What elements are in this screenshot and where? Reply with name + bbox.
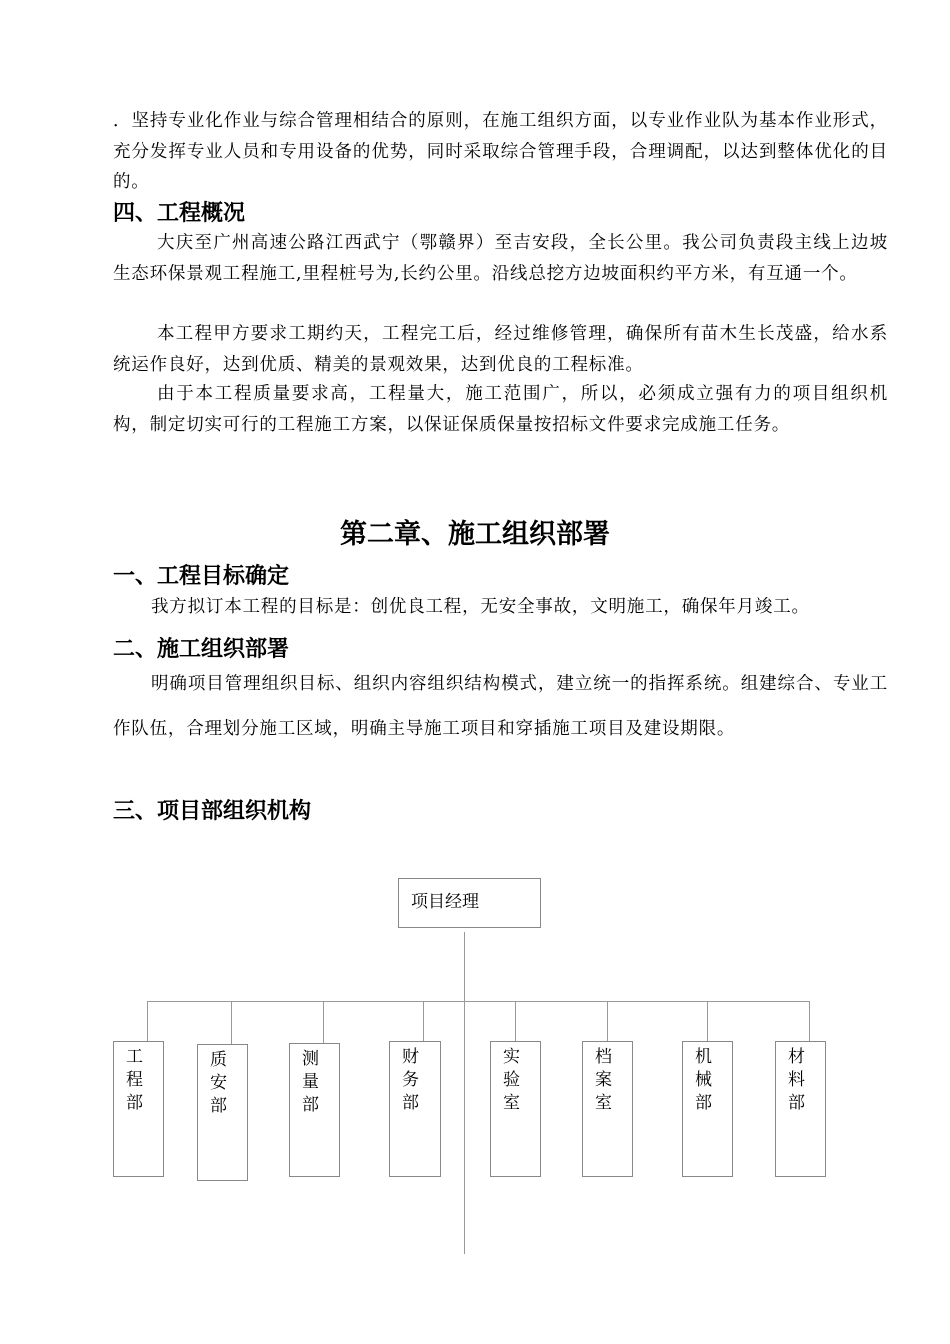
org-root-box xyxy=(398,878,541,928)
org-branch-line xyxy=(809,1001,810,1041)
org-root-label: 项目经理 xyxy=(411,892,479,912)
overview-paragraph-1: 大庆至广州高速公路江西武宁（鄂赣界）至吉安段，全长公里。我公司负责段主线上边坡生态环保景观工程施工,里程桩号为,长约公里。沿线总挖方边坡面积约平方米，有互通一个。 xyxy=(113,233,888,284)
org-department-box xyxy=(775,1041,826,1177)
org-branch-line xyxy=(147,1001,148,1041)
org-branch-line xyxy=(707,1001,708,1041)
chapter-title: 第二章、施工组织部署 xyxy=(340,519,610,550)
org-department-box xyxy=(113,1041,164,1177)
section-heading-organization: 三、项目部组织机构 xyxy=(113,799,312,824)
org-branch-line xyxy=(423,1001,424,1041)
department-label: 机械部 xyxy=(695,1047,712,1113)
section-heading-overview: 四、工程概况 xyxy=(113,201,246,226)
org-branch-line xyxy=(515,1001,516,1041)
goal-paragraph: 我方拟订本工程的目标是：创优良工程，无安全事故，文明施工，确保年月竣工。 xyxy=(151,597,810,617)
org-vertical-trunk xyxy=(464,932,465,1254)
section-heading-goal: 一、工程目标确定 xyxy=(113,564,290,589)
org-branch-line xyxy=(607,1001,608,1041)
org-horizontal-connector xyxy=(147,1001,809,1002)
org-department-box xyxy=(389,1041,441,1177)
overview-paragraph-2: 本工程甲方要求工期约天，工程完工后，经过维修管理，确保所有苗木生长茂盛，给水系统运作良好，达到优质、精美的景观效果，达到优良的工程标准。 xyxy=(113,324,888,375)
department-label: 质安部 xyxy=(210,1050,227,1116)
department-label: 材料部 xyxy=(788,1047,805,1113)
section-heading-deployment: 二、施工组织部署 xyxy=(113,637,290,662)
department-label: 档案室 xyxy=(595,1047,612,1113)
intro-paragraph: ．坚持专业化作业与综合管理相结合的原则，在施工组织方面，以专业作业队为基本作业形式，充分发挥专业人员和专用设备的优势，同时采取综合管理手段，合理调配，以达到整体优化的目的。 xyxy=(113,111,888,192)
org-branch-line xyxy=(231,1001,232,1044)
org-department-box xyxy=(582,1041,633,1177)
org-department-box xyxy=(197,1044,248,1181)
department-label: 实验室 xyxy=(503,1047,520,1113)
overview-paragraph-3: 由于本工程质量要求高，工程量大，施工范围广，所以，必须成立强有力的项目组织机构，制定切实可行的工程施工方案，以保证保质保量按招标文件要求完成施工任务。 xyxy=(113,384,888,435)
department-label: 财务部 xyxy=(402,1047,419,1113)
org-department-box xyxy=(490,1041,541,1177)
department-label: 工程部 xyxy=(126,1047,143,1113)
org-department-box xyxy=(289,1043,340,1177)
org-department-box xyxy=(682,1041,733,1177)
org-branch-line xyxy=(323,1001,324,1043)
deployment-paragraph: 明确项目管理组织目标、组织内容组织结构模式，建立统一的指挥系统。组建综合、专业工作队伍，合理划分施工区域，明确主导施工项目和穿插施工项目及建设期限。 xyxy=(113,674,888,739)
department-label: 测量部 xyxy=(302,1049,319,1115)
